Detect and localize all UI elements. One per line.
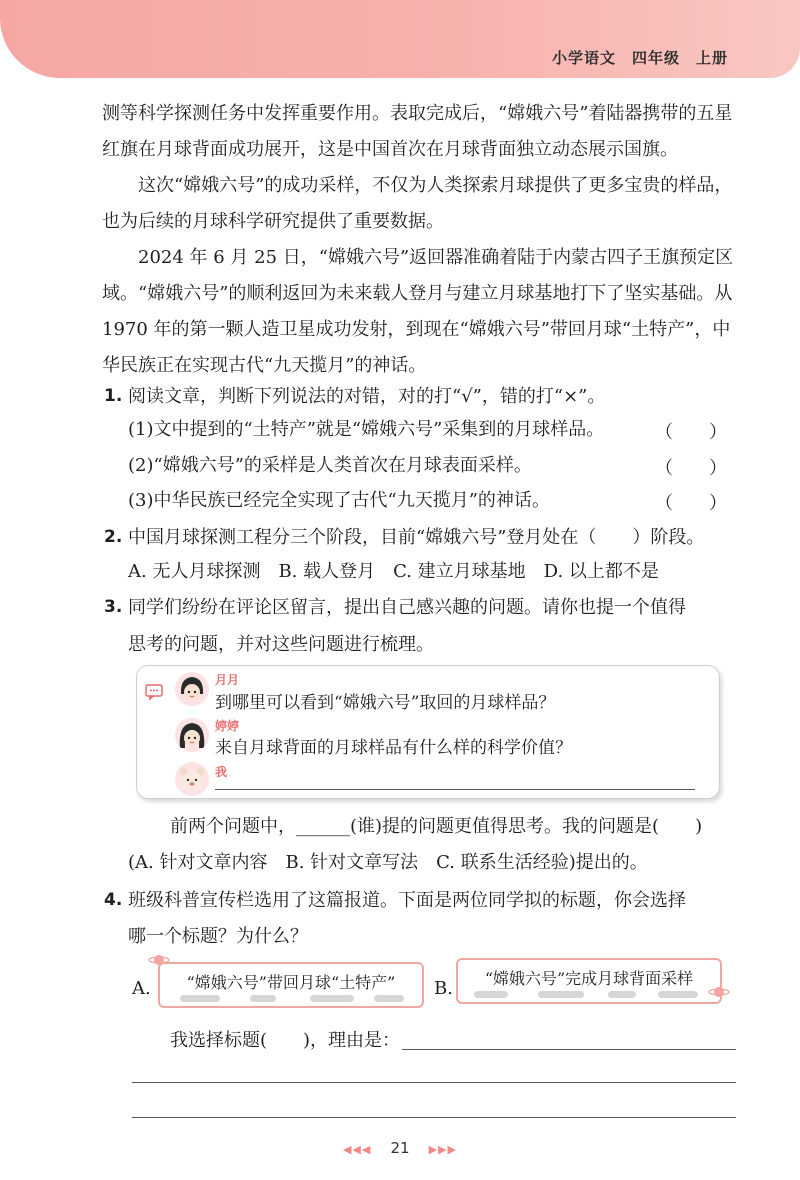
q4-reason-line-3[interactable] xyxy=(132,1117,736,1118)
q2-number: 2. xyxy=(104,527,123,547)
q1-answer-2[interactable]: （ ） xyxy=(655,458,727,479)
q3-followup-line1: 前两个问题中，______(谁)提的问题更值得思考。我的问题是( ) xyxy=(170,816,703,837)
bear-avatar-icon xyxy=(175,762,209,796)
q4-number: 4. xyxy=(104,890,123,910)
planet-icon xyxy=(708,984,730,1000)
right-arrows-icon: ▶▶▶ xyxy=(428,1143,458,1156)
moon-rock-deco xyxy=(474,991,508,998)
q4-reason-line-2[interactable] xyxy=(132,1082,736,1083)
q4-option-b-label: B. xyxy=(434,978,453,999)
avatar-yueyue xyxy=(175,672,209,706)
q2-prompt: 中国月球探测工程分三个阶段，目前“嫦娥六号”登月处在（ ）阶段。 xyxy=(128,527,705,548)
moon-rock-deco xyxy=(608,991,636,998)
avatar-tingting xyxy=(175,718,209,752)
avatar-me xyxy=(175,762,209,796)
comment-icon xyxy=(145,684,163,700)
passage-paragraph-2: 这次“嫦娥六号”的成功采样，不仅为人类探索月球提供了更多宝贵的样品，也为后续的月球科学研究提供了重要数据。 xyxy=(102,175,733,232)
comment-box xyxy=(136,665,720,799)
title-card-b[interactable] xyxy=(456,958,722,1004)
q1-answer-1[interactable]: （ ） xyxy=(655,422,727,443)
q4-answer-prompt: 我选择标题( )，理由是： xyxy=(170,1030,401,1051)
title-card-b-text: “嫦娥六号”完成月球背面采样 xyxy=(484,969,694,988)
q4-prompt-line2: 哪一个标题？为什么？ xyxy=(128,926,308,947)
q3-prompt-line2: 思考的问题，并对这些问题进行梳理。 xyxy=(128,634,434,655)
q1-answer-3[interactable]: （ ） xyxy=(655,493,727,514)
moon-rock-deco xyxy=(310,995,354,1002)
comment-1-text: 到哪里可以看到“嫦娥六号”取回的月球样品？ xyxy=(215,693,556,713)
left-arrows-icon: ◀◀◀ xyxy=(342,1143,372,1156)
moon-rock-deco xyxy=(538,991,584,998)
page-footer xyxy=(0,1138,800,1157)
moon-rock-deco xyxy=(250,995,276,1002)
planet-icon xyxy=(148,952,170,968)
q1-item-1: (1)文中提到的“土特产”就是“嫦娥六号”采集到的月球样品。 xyxy=(128,419,605,440)
q4-reason-line-1[interactable] xyxy=(402,1049,736,1050)
page-number: 21 xyxy=(390,1139,410,1157)
passage-paragraph-1: 测等科学探测任务中发挥重要作用。表取完成后，“嫦娥六号”着陆器携带的五星红旗在月球背面成功展开，这是中国首次在月球背面独立动态展示国旗。 xyxy=(102,103,733,160)
q2-options: A. 无人月球探测 B. 载人登月 C. 建立月球基地 D. 以上都不是 xyxy=(128,561,659,582)
q1-item-2: (2)“嫦娥六号”的采样是人类首次在月球表面采样。 xyxy=(128,455,532,476)
title-card-a[interactable] xyxy=(158,962,424,1008)
q3-prompt-line1: 同学们纷纷在评论区留言，提出自己感兴趣的问题。请你也提一个值得 xyxy=(128,597,686,618)
passage-paragraph-3: 2024 年 6 月 25 日，“嫦娥六号”返回器准确着陆于内蒙古四子王旗预定区域。“嫦娥六号”的顺利返回为未来载人登月与建立月球基地打下了坚实基础。从 1970 年的第一颗人造卫星成功发射，到现在“嫦娥六号”带回月球“土特产”，中华民族正在实现古代“九天揽月”的神话。 xyxy=(102,247,734,376)
commenter-name-1: 月月 xyxy=(215,673,240,687)
q3-followup-line2: (A. 针对文章内容 B. 针对文章写法 C. 联系生活经验)提出的。 xyxy=(128,852,648,873)
q4-option-a-label: A. xyxy=(132,978,151,999)
comment-2-text: 来自月球背面的月球样品有什么样的科学价值？ xyxy=(215,738,572,758)
girl-avatar-icon xyxy=(175,718,209,752)
commenter-name-3: 我 xyxy=(215,765,228,779)
my-question-answer-line[interactable] xyxy=(215,789,695,790)
moon-rock-deco xyxy=(180,995,220,1002)
commenter-name-2: 婷婷 xyxy=(215,719,240,733)
moon-rock-deco xyxy=(658,991,698,998)
moon-rock-deco xyxy=(374,995,404,1002)
girl-avatar-icon xyxy=(175,672,209,706)
q1-prompt: 阅读文章，判断下列说法的对错，对的打“√”，错的打“×”。 xyxy=(128,386,606,407)
q1-item-3: (3)中华民族已经完全实现了古代“九天揽月”的神话。 xyxy=(128,490,550,511)
header-band xyxy=(0,0,800,78)
book-title: 小学语文 四年级 上册 xyxy=(551,49,728,67)
q4-prompt-line1: 班级科普宣传栏选用了这篇报道。下面是两位同学拟的标题，你会选择 xyxy=(128,890,686,911)
q3-number: 3. xyxy=(104,597,123,617)
q1-number: 1. xyxy=(104,386,123,406)
title-card-a-text: “嫦娥六号”带回月球“土特产” xyxy=(186,973,396,992)
